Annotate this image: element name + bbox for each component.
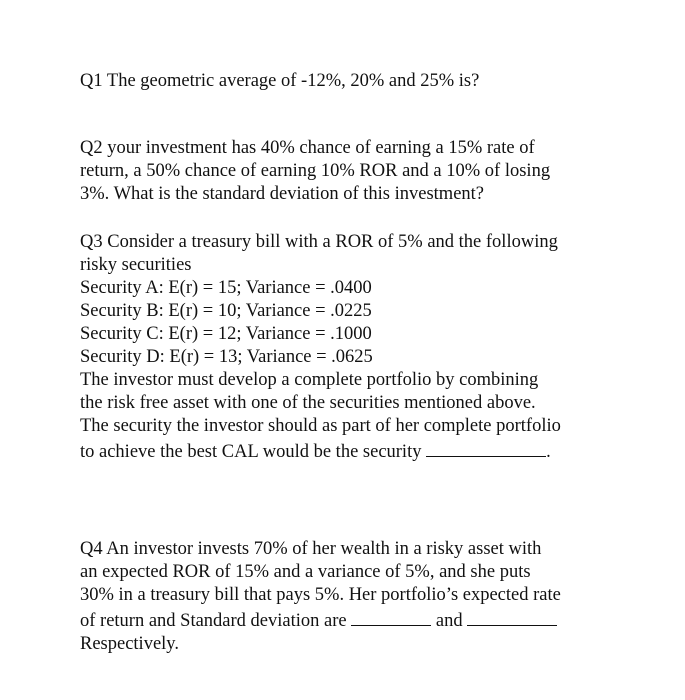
security-d: Security D: E(r) = 13; Variance = .0625 — [80, 347, 373, 367]
question-3-line-8: the risk free asset with one of the securities mentioned above. — [80, 393, 536, 413]
answer-blank-security — [426, 438, 546, 457]
question-3-line-9: The security the investor should as part of her complete portfolio — [80, 416, 561, 436]
question-4-line-2: an expected ROR of 15% and a variance of 5%, and she puts — [80, 562, 531, 582]
question-3-line-2: risky securities — [80, 255, 192, 275]
question-3-line-10-end: . — [546, 442, 551, 462]
question-3-line-7: The investor must develop a complete portfolio by combining — [80, 370, 539, 390]
question-2-line-3: 3%. What is the standard deviation of this investment? — [80, 184, 485, 204]
answer-blank-standard-deviation — [467, 607, 557, 626]
question-4-line-1: Q4 An investor invests 70% of her wealth in a risky asset with — [80, 539, 542, 559]
question-3-line-10-text: to achieve the best CAL would be the security — [80, 442, 422, 462]
security-a: Security A: E(r) = 15; Variance = .0400 — [80, 278, 372, 298]
question-4-line-4-text: of return and Standard deviation are — [80, 611, 347, 631]
question-3 — [80, 231, 640, 464]
question-4-line-5: Respectively. — [80, 634, 179, 654]
question-2 — [80, 137, 640, 206]
question-4-line-3: 30% in a treasury bill that pays 5%. Her portfolio’s expected rate — [80, 585, 561, 605]
question-3-line-1: Q3 Consider a treasury bill with a ROR of 5% and the following — [80, 232, 558, 252]
question-2-line-1: Q2 your investment has 40% chance of earning a 15% rate of — [80, 138, 535, 158]
answer-blank-expected-return — [351, 607, 431, 626]
question-4 — [80, 538, 640, 656]
question-2-line-2: return, a 50% chance of earning 10% ROR and a 10% of losing — [80, 161, 551, 181]
question-3-line-10 — [80, 438, 640, 464]
question-1-text: Q1 The geometric average of -12%, 20% and 25% is? — [80, 71, 480, 91]
question-4-and: and — [435, 611, 463, 631]
security-b: Security B: E(r) = 10; Variance = .0225 — [80, 301, 372, 321]
question-4-line-4 — [80, 607, 640, 633]
security-c: Security C: E(r) = 12; Variance = .1000 — [80, 324, 372, 344]
question-1 — [80, 70, 640, 93]
